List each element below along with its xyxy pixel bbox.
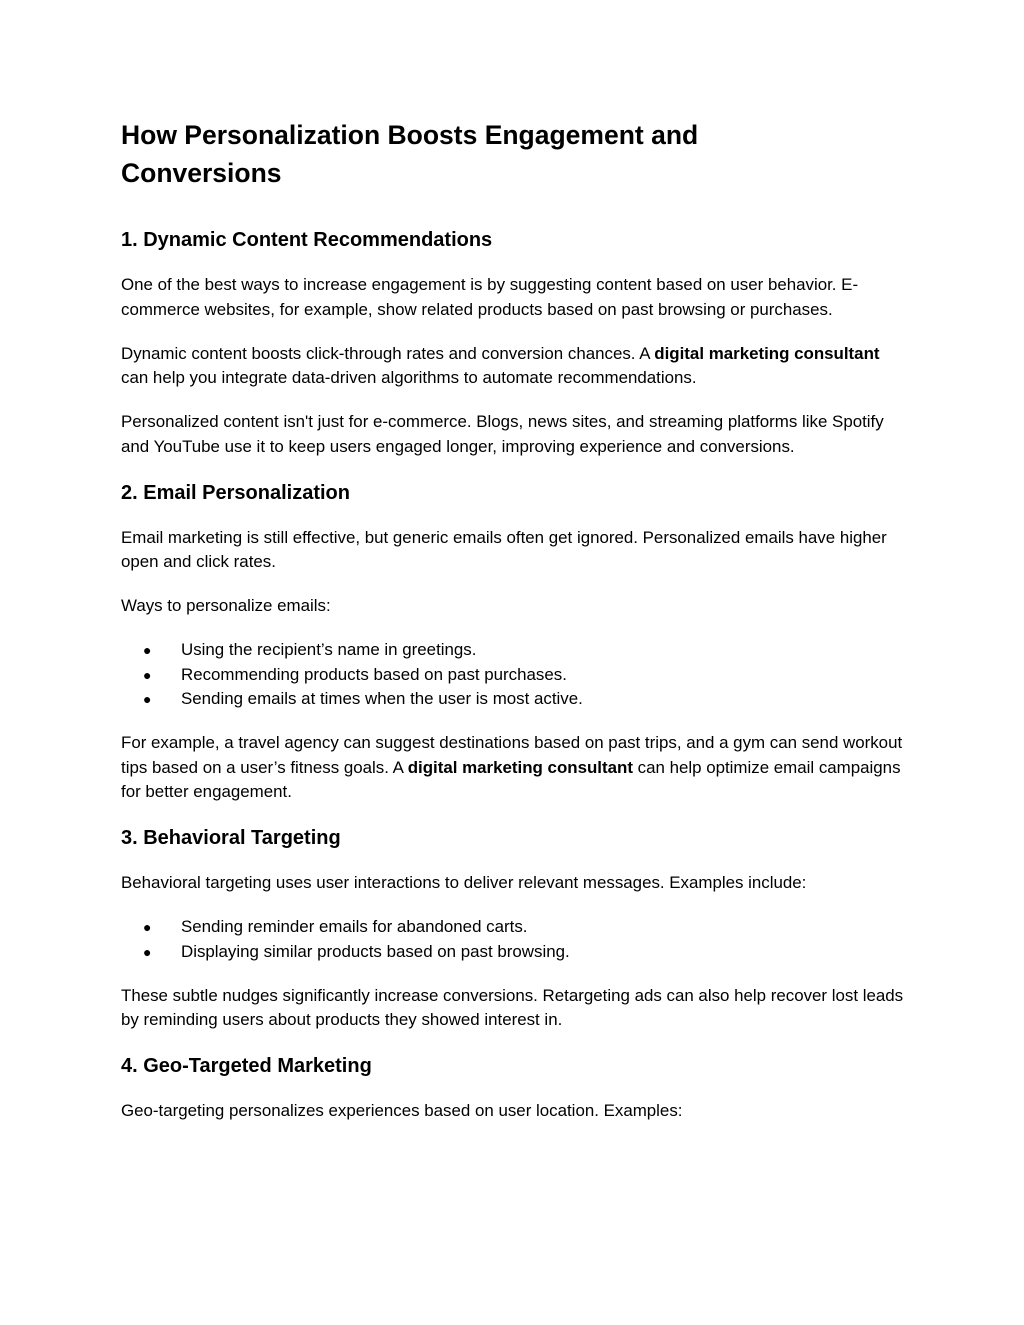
paragraph: Ways to personalize emails: — [121, 596, 331, 615]
list-item-text: Displaying similar products based on past browsing. — [181, 941, 570, 961]
bold-text: digital marketing consultant — [407, 757, 633, 777]
section-heading: 2. Email Personalization — [121, 481, 350, 504]
section-email-personalization — [121, 479, 911, 805]
list-item — [121, 687, 911, 712]
list-item — [121, 638, 911, 663]
bullet-icon: ● — [143, 642, 152, 658]
section-heading: 4. Geo-Targeted Marketing — [121, 1055, 372, 1077]
bullet-list — [121, 915, 911, 964]
section-heading: 3. Behavioral Targeting — [121, 827, 341, 849]
paragraph: Geo-targeting personalizes experiences based on user location. Examples: — [121, 1101, 683, 1120]
bullet-list — [121, 638, 911, 712]
document-title: How Personalization Boosts Engagement and Conversions — [121, 120, 699, 188]
section-heading: 1. Dynamic Content Recommendations — [121, 229, 493, 251]
list-item-text: Recommending products based on past purchases. — [181, 664, 567, 684]
paragraph: Email marketing is still effective, but generic emails often get ignored. Personalized emails have higher open and click rates. — [121, 527, 887, 571]
paragraph — [121, 342, 911, 391]
section-behavioral-targeting — [121, 824, 911, 1033]
list-item-text: Sending reminder emails for abandoned carts. — [181, 917, 528, 936]
paragraph: One of the best ways to increase engagement is by suggesting content based on user behavior. E-commerce websites, for example, show related products based on past browsing or purchases. — [121, 275, 859, 319]
list-item — [121, 940, 911, 965]
text-run: Dynamic content boosts click-through rates and conversion chances. A — [121, 343, 655, 363]
list-item — [121, 663, 911, 688]
bullet-icon: ● — [143, 666, 152, 683]
section-geo-targeted — [121, 1052, 911, 1124]
paragraph — [121, 731, 911, 805]
list-item — [121, 915, 911, 940]
list-item-text: Sending emails at times when the user is most active. — [181, 689, 583, 708]
bullet-icon: ● — [143, 691, 152, 707]
text-run: For example, a travel agency can suggest destinations based on past trips, and a gym can send workout tips based on a user’s fitness goals. A — [121, 733, 903, 777]
paragraph: Behavioral targeting uses user interactions to deliver relevant messages. Examples include: — [121, 873, 807, 892]
bold-text: digital marketing consultant — [654, 343, 880, 363]
paragraph: Personalized content isn't just for e-commerce. Blogs, news sites, and streaming platforms like Spotify and YouTube use it to keep users engaged longer, improving experience and conversions. — [121, 412, 884, 456]
document-page — [121, 116, 911, 1143]
paragraph: These subtle nudges significantly increase conversions. Retargeting ads can also help recover lost leads by reminding users about products they showed interest in. — [121, 985, 904, 1029]
bullet-icon: ● — [143, 943, 152, 960]
bullet-icon: ● — [143, 919, 152, 935]
list-item-text: Using the recipient’s name in greetings. — [181, 640, 477, 659]
text-run: can help optimize email campaigns for better engagement. — [121, 757, 901, 801]
section-dynamic-content — [121, 226, 911, 459]
text-run: can help you integrate data-driven algorithms to automate recommendations. — [121, 368, 697, 387]
